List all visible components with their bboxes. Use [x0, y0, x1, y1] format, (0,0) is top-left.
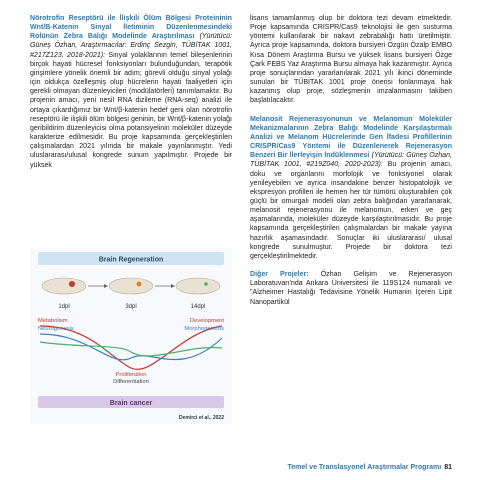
- article1-body: Sinyal yolaklarının temel bileşenlerinin birçok hayati hücresel fonksiyonları bulunduğundan, terapötik girişimlere yönelik önemli bir adım; görevli olduğu sinyal yolağı için oldukça özelleşmiş olup hücrelerin hayati faaliyetleri için gerekli olmayan düzenleyicileri (modülatörleri) tanımlamaktır. Bu projenin amacı, yeni nesil RNA dizileme (RNA-seq) analizi ile ortaya çıkardığımız bir Wnt/β-katenin hedef geni olan nörotrofin reseptörü ile ilişkili ölüm bölgesi geninin, bir Wnt/β-katenin yolağı geribildirim düzenleyicisi olma potansiyelinin moleküler düzeyde karakterize edilmesidir. Bu proje kapsamında gerçekleştirilen çalışmalardan 2021 yılında bir makale yayınlanmıştır. Yedi uluslararası/ulusal kongrede sunum yapılmıştır. Projede bir yüksek: [30, 51, 232, 169]
- left-label-2: Neurogenesis: [38, 326, 74, 332]
- article2-body: Bu projenin amacı, doku ve organlarını morfolojik ve fonksiyonel olarak yenileyebilen ve ayrıca insandakine benzer histopatolojik ve ekspresyon profilleri ile hemen her tür tümörü oluşturabilen çok güçlü bir omurgalı modeli olan zebra balığından yararlanarak, melanosit rejenerasyonu ile melanomun, erken ve geç aşamalarında, moleküler düzeyde karşılaştırılmasıdır. Bu proje kapsamında gerçekleştirilen çalışmalardan bir makale yayına hazırlık aşamasındadır. Sonuçlar iki uluslararası/ ulusal kongrede sunulmuştur. Projede bir doktora tezi gerçekleştirilmektedir.: [250, 161, 452, 260]
- continuation-paragraph: lisans tamamlanmış olup bir doktora tezi devam etmektedir. Proje kapsamında CRISPR/Cas9 teknolojisi ile gen susturma yöntemi kullanılarak bir nakavt zebrabalığı hattı üretilmiştir. Ayrıca proje kapsamında, doktora bursiyeri Özgün Özalp EMBO Kısa Dönem Araştırma Bursu ve yüksek lisans bursiyeri Özge Çark FEBS Yaz Araştırma Bursu almaya hak kazanmıştır. Ayrıca proje sonuçlarından yararlanılarak 2021 yılı ikinci döneminde sunulan bir TÜBİTAK 1001 proje önerisi fonlanmaya hak kazanmış olup proje, sözleşmenin imzalanmasını takiben başlatılacaktır.: [250, 15, 452, 105]
- page-footer: [288, 464, 452, 471]
- fish-3: [176, 278, 220, 294]
- spacer: [250, 261, 452, 270]
- center-label-2: Differentiation: [113, 379, 149, 385]
- top-label: Brain Regeneration: [98, 256, 164, 264]
- article2-paragraph: [250, 115, 452, 262]
- fish-2: [109, 278, 153, 294]
- spacer: [250, 106, 452, 115]
- article3-paragraph: [250, 270, 452, 307]
- right-label-2: Morphogenesis: [184, 326, 224, 332]
- running-title: Temel ve Translasyonel Araştırmalar Programı: [287, 464, 442, 471]
- left-label-1: Metabolism: [38, 318, 68, 324]
- figure-credit: Demirci et al., 2022: [178, 415, 224, 421]
- stage-label-1: 1dpl: [58, 304, 70, 310]
- fish-1: [42, 278, 86, 294]
- article2-authors: (Yürütücü: Güneş Özhan, TÜBİTAK 1001, #219Z040, 2020-2023):: [250, 152, 452, 169]
- left-column: [30, 14, 232, 170]
- page-number: 81: [444, 464, 452, 471]
- stage-label-2: 3dpl: [125, 304, 137, 310]
- right-label-1: Development: [189, 318, 224, 324]
- lesion-3: [204, 282, 208, 286]
- bottom-label: Brain cancer: [109, 400, 153, 407]
- article1-title: Nörotrofin Reseptörü ile İlişkili Ölüm Bölgesi Proteininin Wnt/B-Katenin Sinyal İletiminin Düzenlenmesindeki Rolünün Zebra Balığı Modelinde Araştırılması: [30, 15, 232, 41]
- right-column: [250, 14, 452, 307]
- brain-regeneration-figure: [30, 248, 232, 424]
- article1-authors: (Yürütücü: Güneş Özhan, Araştırmacılar: Erdinç Sezgin, TÜBİTAK 1001, #217Z123, 2018-2021):: [30, 33, 232, 59]
- article3-title: Diğer Projeler:: [250, 271, 309, 279]
- article1-paragraph: [30, 14, 232, 170]
- article2-title: Melanosit Rejenerasyonunun ve Melanomun Moleküler Mekanizmalarının Zebra Balığı Modelinde Karşılaştırmalı Analizi ve Melanom Hücrelerinde Gen İfadesi Profillerinin CRISPR/Cas9 Yöntemi ile Düzenlenerek Rejenerasyon Benzeri Bir İlerleyişin İndüklenmesi: [250, 115, 452, 160]
- lesion-1: [69, 281, 75, 287]
- lesion-2: [137, 282, 142, 287]
- stage-label-3: 14dpl: [190, 304, 206, 310]
- article3-body: Özhan Gelişim ve Rejenerasyon Laboratuvarı'nda Ankara Üniversitesi ile 119S124 numaralı ve "Alzheimer Hastalığı Tedavisine Yönelik Humanin İçeren Lipit Nanopartikül: [250, 271, 452, 306]
- center-label-1: Proliferation: [115, 372, 147, 378]
- figure-svg: [30, 248, 232, 424]
